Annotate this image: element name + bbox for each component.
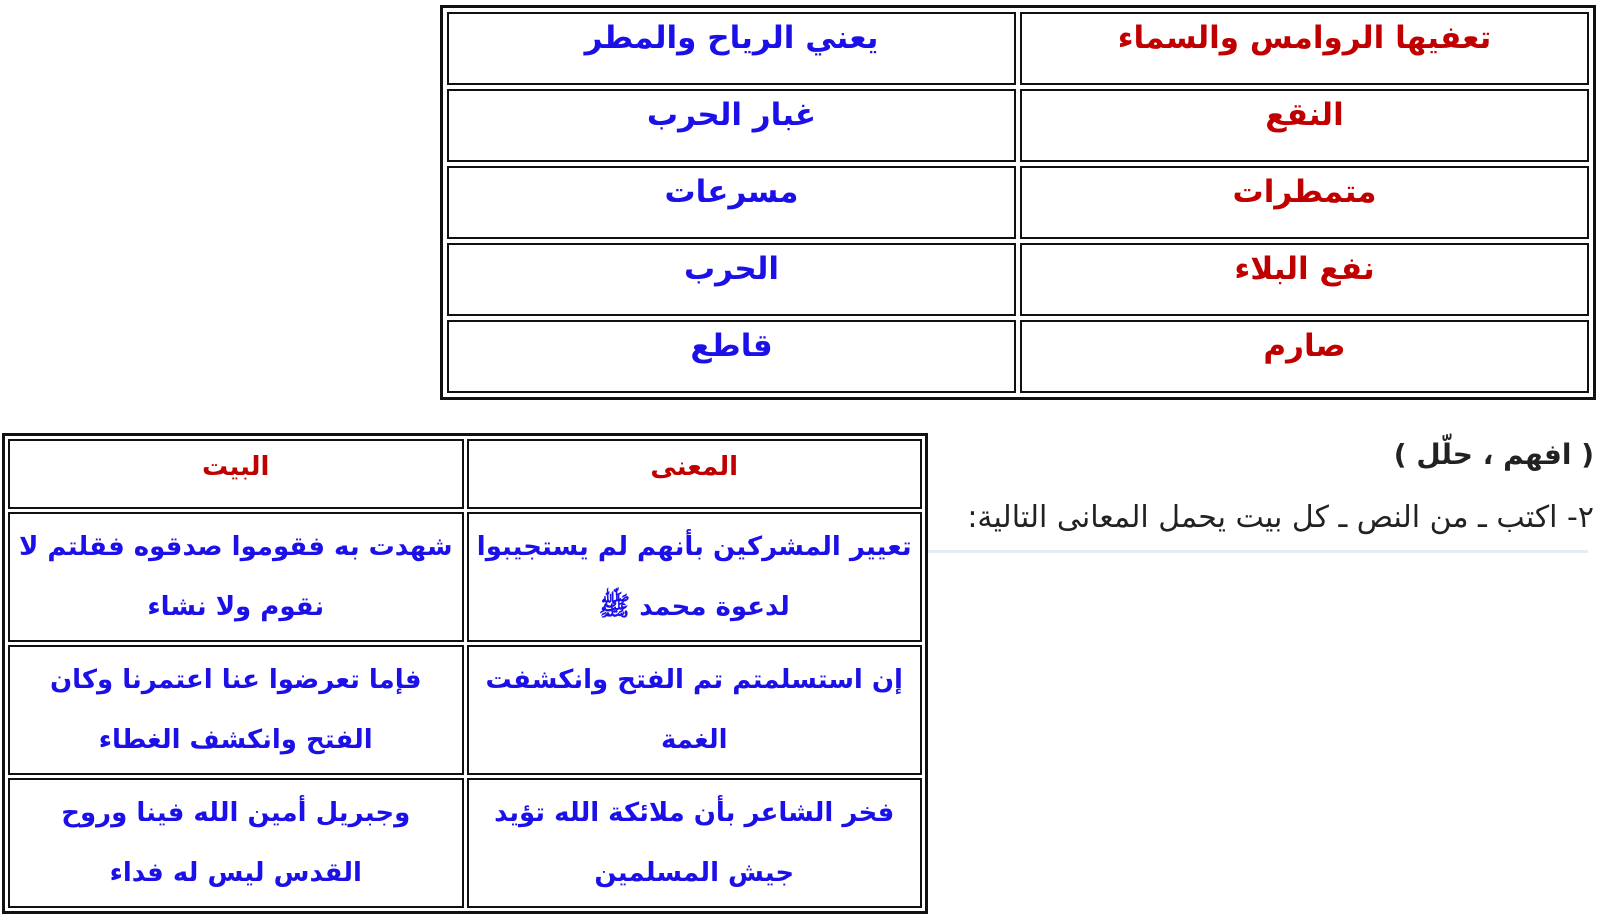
meaning-cell: تعيير المشركين بأنهم لم يستجيبوا لدعوة محمد ﷺ bbox=[467, 512, 923, 642]
vocab-meaning: الحرب bbox=[447, 243, 1016, 316]
vocab-word: تعفيها الروامس والسماء bbox=[1020, 12, 1589, 85]
task-text: ٢- اكتب ـ من النص ـ كل بيت يحمل المعانى التالية: bbox=[967, 500, 1594, 535]
table-row bbox=[8, 645, 922, 775]
vocab-meaning: قاطع bbox=[447, 320, 1016, 393]
meaning-cell: فخر الشاعر بأن ملائكة الله تؤيد جيش المسلمين bbox=[467, 778, 923, 908]
header-verse: البيت bbox=[8, 439, 464, 509]
table-row bbox=[8, 778, 922, 908]
vocab-word: نفع البلاء bbox=[1020, 243, 1589, 316]
header-meaning: المعنى bbox=[467, 439, 923, 509]
vocab-row bbox=[447, 12, 1589, 85]
vocab-row bbox=[447, 243, 1589, 316]
meaning-cell: إن استسلمتم تم الفتح وانكشفت الغمة bbox=[467, 645, 923, 775]
vocab-row bbox=[447, 89, 1589, 162]
vocab-meaning: مسرعات bbox=[447, 166, 1016, 239]
table-row bbox=[8, 512, 922, 642]
text-underline bbox=[928, 550, 1588, 553]
vocab-word: متمطرات bbox=[1020, 166, 1589, 239]
vocab-meaning: يعني الرياح والمطر bbox=[447, 12, 1016, 85]
vocab-word: النقع bbox=[1020, 89, 1589, 162]
verse-cell: وجبريل أمين الله فينا وروح القدس ليس له فداء bbox=[8, 778, 464, 908]
vocab-row bbox=[447, 320, 1589, 393]
table-header-row bbox=[8, 439, 922, 509]
vocab-meaning: غبار الحرب bbox=[447, 89, 1016, 162]
section-title: ( افهم ، حلّل ) bbox=[1393, 438, 1594, 471]
vocab-row bbox=[447, 166, 1589, 239]
verse-cell: شهدت به فقوموا صدقوه فقلتم لا نقوم ولا نشاء bbox=[8, 512, 464, 642]
vocabulary-table bbox=[440, 5, 1596, 400]
verse-cell: فإما تعرضوا عنا اعتمرنا وكان الفتح وانكشف الغطاء bbox=[8, 645, 464, 775]
vocab-word: صارم bbox=[1020, 320, 1589, 393]
meanings-table bbox=[2, 433, 928, 914]
